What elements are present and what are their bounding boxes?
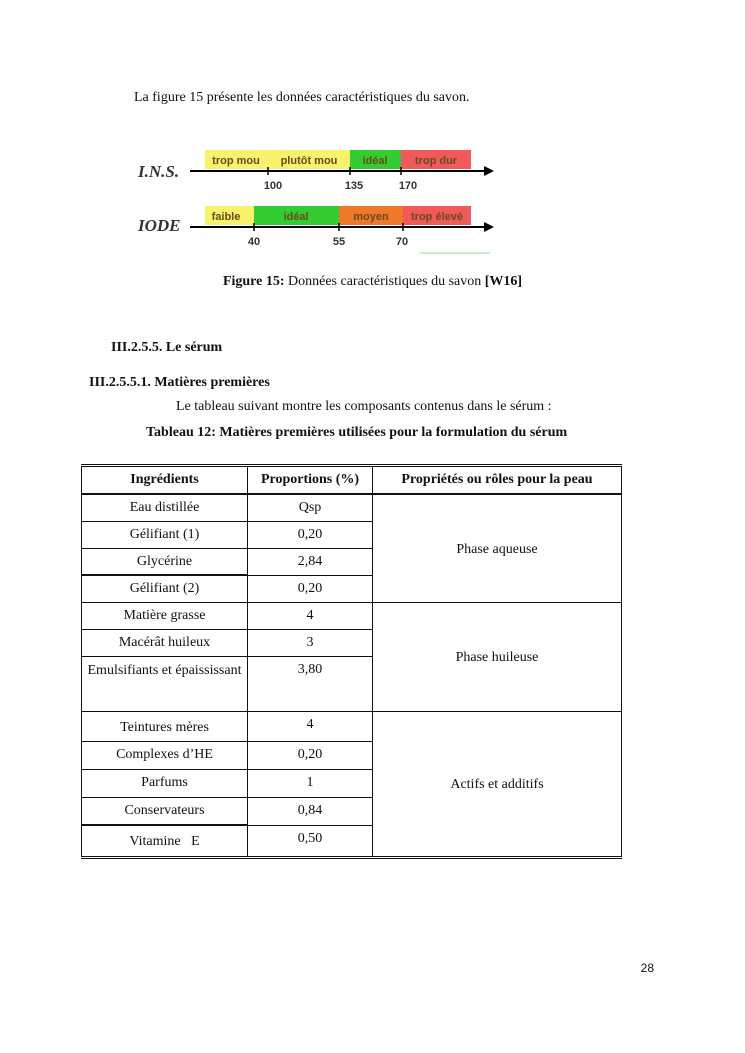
group-cell: Actifs et additifs [373, 711, 622, 857]
proportion-cell: Qsp [248, 494, 373, 521]
iode-tick-label: 55 [332, 236, 346, 248]
ingredient-cell: Gélifiant (2) [82, 575, 248, 602]
iode-label: IODE [138, 216, 181, 235]
header-ingredients: Ingrédients [82, 466, 248, 495]
proportion-cell: 0,84 [248, 797, 373, 825]
proportion-cell: 4 [248, 711, 373, 741]
iode-tick-label: 70 [395, 236, 409, 248]
ingredient-cell: Conservateurs [82, 797, 248, 825]
figure-15-scales [120, 137, 520, 257]
ingredient-cell: Gélifiant (1) [82, 521, 248, 548]
figure-caption-text: Données caractéristiques du savon [284, 274, 485, 289]
ingredient-cell: Glycérine [82, 548, 248, 575]
ingredient-cell: Parfums [82, 769, 248, 797]
ingredient-cell: Teintures mères [82, 711, 248, 741]
proportion-cell: 0,50 [248, 825, 373, 857]
ins-segment-label: trop dur [414, 155, 458, 167]
proportion-cell: 0,20 [248, 741, 373, 769]
ins-tick-label: 135 [344, 180, 364, 192]
iode-segment-label: trop élevé [411, 211, 463, 223]
table-row [82, 494, 622, 521]
group-cell: Phase aqueuse [373, 494, 622, 602]
table-row [82, 711, 622, 741]
page-number: 28 [640, 961, 654, 975]
iode-segment-label: moyen [353, 211, 389, 223]
table-caption: Tableau 12: Matières premières utilisées pour la formulation du sérum [146, 425, 568, 440]
figure-caption-prefix: Figure 15: [222, 274, 285, 289]
section-heading: III.2.5.5. Le sérum [111, 340, 223, 355]
iode-arrow-icon [484, 222, 494, 232]
ins-tick-label: 100 [263, 180, 283, 192]
ins-segment-label: plutôt mou [280, 155, 338, 167]
paragraph: Le tableau suivant montre les composants contenus dans le sérum : [176, 399, 552, 414]
intro-text: La figure 15 présente les données caractéristiques du savon. [134, 90, 470, 105]
ins-label: I.N.S. [138, 162, 180, 181]
iode-segment-label: faible [211, 211, 241, 223]
proportion-cell: 0,20 [248, 521, 373, 548]
figure-caption [0, 274, 745, 290]
ins-tick-label: 170 [398, 180, 418, 192]
ingredient-cell: Complexes d’HE [82, 741, 248, 769]
header-properties: Propriétés ou rôles pour la peau [373, 466, 622, 495]
ingredient-cell: Vitamine E [82, 825, 248, 857]
proportion-cell: 4 [248, 602, 373, 629]
table-header-row [82, 466, 622, 495]
group-cell: Phase huileuse [373, 602, 622, 711]
ins-segment-label: idéal [362, 155, 388, 167]
subsection-heading: III.2.5.5.1. Matières premières [89, 375, 270, 390]
figure-caption-ref: [W16] [484, 274, 523, 289]
proportion-cell: 1 [248, 769, 373, 797]
proportion-cell: 2,84 [248, 548, 373, 575]
raw-materials-table [81, 464, 622, 859]
proportion-cell: 3,80 [248, 656, 373, 711]
iode-segment-label: idéal [283, 211, 309, 223]
ingredient-cell: Matière grasse [82, 602, 248, 629]
ingredient-cell: Eau distillée [82, 494, 248, 521]
ingredient-cell: Macérât huileux [82, 629, 248, 656]
proportion-cell: 3 [248, 629, 373, 656]
table-row [82, 602, 622, 629]
ingredient-cell: Emulsifiants et épaississant [82, 656, 248, 711]
ins-arrow-icon [484, 166, 494, 176]
iode-tick-label: 40 [247, 236, 261, 248]
ins-segment-label: trop mou [212, 155, 260, 167]
header-proportions: Proportions (%) [248, 466, 373, 495]
proportion-cell: 0,20 [248, 575, 373, 602]
